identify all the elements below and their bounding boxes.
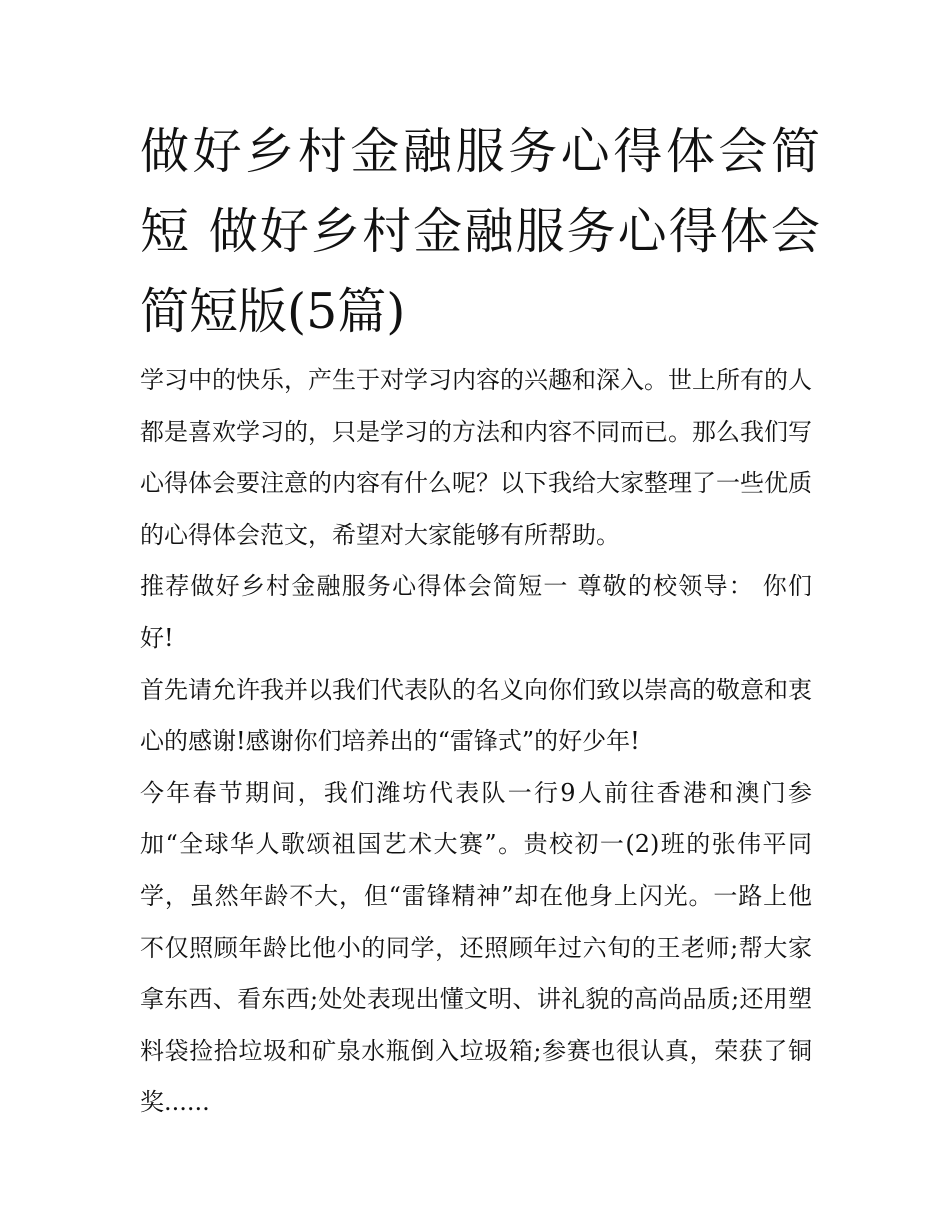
paragraph-intro: 学习中的快乐，产生于对学习内容的兴趣和深入。世上所有的人都是喜欢学习的，只是学习的方法和内容不同而已。那么我们写心得体会要注意的内容有什么呢？以下我给大家整理了一些优质的心得体会范文，希望对大家能够有所帮助。 [140, 366, 812, 549]
document-body [140, 355, 812, 1129]
paragraph-story: 今年春节期间，我们潍坊代表队一行9人前往香港和澳门参加“全球华人歌颂祖国艺术大赛”。贵校初一(2)班的张伟平同学，虽然年龄不大，但“雷锋精神”却在他身上闪光。一路上他不仅照顾年龄比他小的同学，还照顾年过六旬的王老师;帮大家拿东西、看东西;处处表现出懂文明、讲礼貌的高尚品质;还用塑料袋捡拾垃圾和矿泉水瓶倒入垃圾箱;参赛也很认真，荣获了铜奖...... [140, 778, 812, 1117]
paragraph-thanks: 首先请允许我并以我们代表队的名义向你们致以崇高的敬意和衷心的感谢!感谢你们培养出的“雷锋式”的好少年! [140, 675, 812, 756]
paragraph-greeting: 推荐做好乡村金融服务心得体会简短一 尊敬的校领导： 你们好! [140, 572, 812, 652]
document-title: 做好乡村金融服务心得体会简短 做好乡村金融服务心得体会简短版(5篇) [140, 123, 820, 340]
